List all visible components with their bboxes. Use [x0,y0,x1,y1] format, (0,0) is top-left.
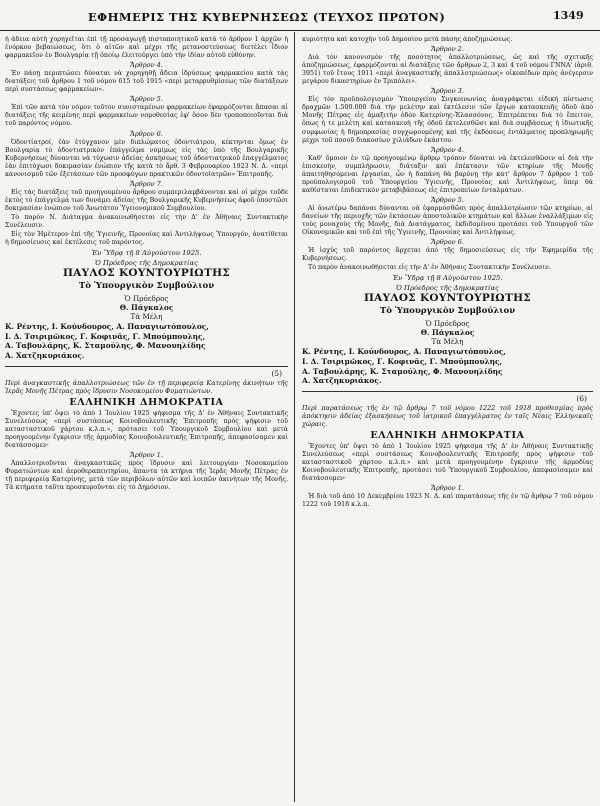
members-label: Τὰ Μέλη [130,312,163,322]
document-number: (6) [576,393,587,403]
left-column [5,36,288,798]
member-line: Α. Ταβουλάρης, Κ. Σταμούλης, Φ. Μανουηλίδης [302,366,503,376]
section-divider [302,391,593,392]
republic-heading: ΕΛΛΗΝΙΚΗ ΔΗΜΟΚΡΑΤΙΑ [370,429,525,441]
article-heading: Ἄρθρον 1. [431,484,464,493]
page-header [0,0,600,31]
members-list [5,322,288,360]
paragraph: Διὰ τὸν κανονισμὸν τῆς ποσότητος ἀπαλλοτριώσεως, ὡς καὶ τῆς σχετικῆς ἀποζημιώσεως, ἐφαρμόζονται αἱ διατάξεις τῶν ἄρθρων 2, 3 καὶ 4 τοῦ νόμου ΓΝΝΑ' (ἀριθ. 3951) τοῦ ἔτους 1911 «περὶ ἀναγκαστικῆς ἀπαλλοτριώσεως» οἰκοπέδων πρὸς ἀνέγερσιν μεγάρου δικαστηρίων ἐν Τριπόλει». [302,54,593,86]
president-title: Ὁ Πρόεδρος τῆς Δημοκρατίας [95,259,198,268]
document-number: (5) [271,368,282,378]
article-heading: Ἄρθρον 2. [431,45,464,54]
president-name: ΠΑΥΛΟΣ ΚΟΥΝΤΟΥΡΙΩΤΗΣ [363,292,532,305]
paragraph: Εἰς τὰς διατάξεις τοῦ προηγουμένου ἄρθρου συμπεριλαμβάνονται καὶ οἱ μέχρι τοῦδε ἐκτὸς τὸ ἐπάγγελμά των δυνάμει ἀδείας τῆς Βουλγαρικῆς Κυβερνήσεως ἀφοῦ ὑποστῶσι δοκιμασίαν ἐνώπιον τοῦ Ἀνωτάτου Ὑγειονομικοῦ Συμβουλίου. [5,188,288,212]
article-heading: Ἄρθρον 4. [130,61,163,70]
gazette-title: ΕΦΗΜΕΡΙΣ ΤΗΣ ΚΥΒΕΡΝΗΣΕΩΣ (ΤΕΥΧΟΣ ΠΡΩΤΟΝ) [88,10,446,24]
paragraph: Ἔχοντες ὑπ' ὄψει τὸ ἀπὸ 1 Ἰουλίου 1925 ψήφισμα τῆς Δ' ἐν Ἀθήναις Συντακτικῆς Συνελεύσεως «περὶ συστάσεως Κοινοβουλευτικῆς Ἐπιτροπῆς πρὸς ψήφισιν τοῦ κατασταστικοῦ χάρτου κ.λ.π.» καὶ μετὰ προηγουμένην ἔγκρισιν τῆς ἁρμοδίας Κοινοβουλευτικῆς Ἐπιτροπῆς, προτάσει τοῦ Ὑπουργικοῦ Συμβουλίου, ἀπεφασίσαμεν καὶ διατάσσομεν· [302,442,593,483]
article-heading: Ἄρθρον 6. [431,238,464,247]
chair-label: Ὁ Πρόεδρος [124,294,169,304]
paragraph: Εἰς τὸν Ἡμέτερον ἐπὶ τῆς Ὑγιεινῆς, Προνοίας καὶ Ἀντιλήψεως Ὑπουργόν, ἀνατίθεται ἡ δημοσίευσις καὶ ἐκτέλεσις τοῦ παρόντος. [5,231,288,247]
member-line: Α. Χατζηκυριάκος. [5,351,85,361]
member-line: Α. Χατζηκυριάκος. [302,376,382,386]
council-heading: Τὸ Ὑπουργικὸν Συμβούλιον [78,281,215,292]
paragraph: Τὸ παρὸν Ν. Διάταγμα ἀνακοινωθήσεται εἰς τὴν Δ' ἐν Ἀθήναις Συντακτικὴν Συνέλευσιν. [5,213,288,230]
member-line: Κ. Ρέντης, Ι. Κούνδουρος, Α. Παναγιωτόπουλος, [302,347,506,357]
member-line: Ι. Δ. Τσιριμῶκος, Γ. Κοφινᾶς, Γ. Μπούμπουλης, [302,357,503,366]
paragraph: Ἡ διὰ τοῦ ἀπὸ 10 Δεκεμβρίου 1923 Ν. Δ. καὶ παρατάσεως τῆς ἐν τῷ ἄρθρῳ 7 τοῦ νόμου 1222 τοῦ 1918 κ.λ.π. [302,493,593,509]
paragraph: Ἐπὶ τῶν κατὰ τὸν νόμον τοῦτον συνισταμένων φαρμακείων ἐφαρμόζονται ἅπασαι αἱ διατάξεις τῆς κειμένης περὶ φαρμακείων νομοθεσίας ἐφ' ὅσον δὲν τροποποιοῦνται διὰ τοῦ παρόντος νόμου. [5,104,288,128]
article-heading: Ἄρθρον 1. [130,450,163,459]
article-heading: Ἄρθρον 6. [130,129,163,138]
article-heading: Ἄρθρον 3. [431,87,464,96]
right-column [302,36,593,798]
decree-subject: Περὶ παρατάσεως τῆς ἐν τῷ ἄρθρῳ 7 τοῦ νόμου 1222 τοῦ 1918 προθεσμίας πρὸς ἀπόκτησιν ἀδείας ἐξασκήσεως τοῦ ἰατρικοῦ ἐπαγγέλματος ἐν ταῖς Νέαις Ἑλληνικαῖς χώραις. [302,403,593,428]
chair-label: Ὁ Πρόεδρος [425,319,470,329]
paragraph: Καθ' ὅμοιον ἐν τῷ προηγουμένῳ ἄρθρῳ τρόπον δύναται νὰ ἐκτελεσθῶσιν αἱ διὰ τὴν ἐπισκευὴν, συμπλήρωσιν, διάταξιν καὶ ἐπέκτασιν τῶν κτηρίων τῆς Μονῆς ἀπαιτηθησόμεναι ἐργασίαι, ὧν ἡ δαπάνη θὰ βαρύνῃ τὴν κατ' ἄρθρον 7 ἄρθρον 1 τοῦ προϋπολογισμοῦ τοῦ Ὑπουργείου Ὑγιεινῆς, Προνοίας καὶ Ἀντιλήψεως, ὅπερ θὰ καθίσταται ἐπιδεκτικὸν μεταβιβάσεως εἰς ἐπιτροπείων ἐνταλμάτων. [302,154,593,194]
section-divider [5,366,288,367]
paragraph: Ἀπαλλοτριοῦνται ἀναγκαστικῶς πρὸς ἵδρυσιν καὶ λειτουργίαν Νοσοκομείου Φυματιώντων καὶ ἀεροθεραπευτηρίου, ἅπαντα τὰ κτήρια τῆς Ἱερᾶς Μονῆς Πέτρας ἐν τῇ περιφερείᾳ Κατερίνης, μετὰ τῶν περιβόλων αὐτῶν καὶ λοιπῶν ἀκινήτων τῆς Μονῆς. Τὰ κτήματα ταῦτα προσκυροῦνται εἰς τὸ Δημόσιον. [5,459,288,492]
decree-subject: Περὶ ἀναγκαστικῆς ἀπαλλοτριώσεως τῶν ἐν τῇ περιφερείᾳ Κατερίνης ἀκινήτων τῆς Ἱερᾶς Μονῆς Πέτρας πρὸς ἵδρυσιν Νοσοκομείου Φυματιώντων. [5,378,288,395]
article-heading: Ἄρθρον 5. [431,195,464,204]
paragraph: Ἡ ἰσχὺς τοῦ παρόντος ἄρχεται ἀπὸ τῆς δημοσιεύσεως εἰς τὴν Ἐφημερίδα τῆς Κυβερνήσεως. [302,247,593,263]
chair-name: Θ. Πάγκαλος [119,303,174,313]
member-line: Α. Ταβουλάρης, Κ. Σταμούλης, Φ. Μανουηλίδης [5,341,206,351]
member-line: Ι. Δ. Τσιριμῶκος, Γ. Κοφινᾶς, Γ. Μπούμπουλης, [5,331,206,341]
members-label: Τὰ Μέλη [431,337,464,347]
article-heading: Ἄρθρον 5. [130,95,163,104]
paragraph: Ἐν πάσῃ περιπτώσει δύναται νὰ χορηγηθῇ ἄδεια ἱδρύσεως φαρμακείου κατὰ τὰς διατάξεις τοῦ ἄρθρου 1 τοῦ νόμου 615 τοῦ 1915 «περὶ μεταρρυθμίσεως τῶν διατάξεων περὶ συστάσεως φαρμακείων». [5,70,288,94]
decree-date: Ἐν Ὕδρᾳ τῇ 8 Αὐγούστου 1925. [392,274,503,283]
page-number: 1349 [553,9,584,22]
paragraph: Αἱ ἀνωτέρω δαπάναι δύνανται νὰ ἐφαρμοσθῶσι πρὸς ἀπαλλοτρίωσιν τῶν κτηρίων, αἱ δανείων τῆς περιοχῆς τῶν ἐκτάσεων ἀποστολικῶν κτημάτων καὶ ἄλλων ἐναλλάξιμων εἰς τοὺς μοναχοὺς τῆς Μονῆς, διὰ Διατάγματος, ἐκδιδομένου προτάσει τοῦ Ὑπουργοῦ τῶν Οἰκονομικῶν καὶ τοῦ ἐπὶ τῆς Ὑγιεινῆς, Προνοίας καὶ Ἀντιλήψεως. [302,204,593,237]
article-heading: Ἄρθρον 7. [130,179,163,188]
column-divider [294,32,295,802]
article-heading: Ἄρθρον 4. [431,145,464,154]
paragraph: Τὸ παρὸν ἀνακοινωθήσεται εἰς τὴν Δ' ἐν Ἀθήναις Συντακτικὴν Συνέλευσιν. [308,264,551,272]
paragraph: Εἰς τὸν προϋπολογισμὸν Ὑπουργείου Συγκοινωνίας ἀναγράφεται εἰδικὴ πίστωσις δραχμῶν 1.500.000 διὰ τὴν μελέτην καὶ ἐκτέλεσιν τῶν ἔργων κατασκευῆς ὁδοῦ ἀπὸ Μονῆς Πέτρας εἰς ἁμαξιτὴν ὁδὸν Κατερίνης-Ἐλασσόνος. Ἐπιτρέπεται διὰ τὸ ἔπειτον, ὅπως ἡ τε μελέτη καὶ κατασκευὴ τῆς ὁδοῦ ἐκτελεσθῶσι καὶ διὰ συμβάσεως ἡ ἰδιωτικῆς συμφωνίας ἡ δημοπρασίας συγχωρουμένης καὶ τῆς ἐκδόσεως ἐντάλματος προπληρωμῆς μέχρι τοῦ ποσοῦ διακοσίων χιλιάδων ἑκάστου. [302,96,593,144]
republic-heading: ΕΛΛΗΝΙΚΗ ΔΗΜΟΚΡΑΤΙΑ [69,396,224,408]
chair-name: Θ. Πάγκαλος [420,328,475,338]
paragraph: Ὀδοντίατροί, ἐὰν ἐτύγχανον μὲν διπλώματος ὀδοντιάτρου, κέκτηνται ὅμως ἐν Βουλγαρίᾳ τὸ ὀδοντιατρικὸν ἐπάγγελμα νομίμως εἰς τὰς ὑπὸ τῆς Βουλγαρικῆς Κυβερνήσεως δύνανται νὰ τύχωσιν ἀδείας ἀσκήσεως τοῦ ὀδοντιατρικοῦ ἐπαγγέλματος ἐὰν ἐπιτύχωσι δοκιμασίαν ἐνώπιον τῆς κατὰ τὸ ἄρθ. 3 Φεβρουαρίου 1923 Ν. Δ. «περὶ κανονισμοῦ τῶν ἐξετάσεων τῶν προσφύγων πρακτικῶν ὀδοντοϊατρῶν» Ἐπιτροπῆς. [5,138,288,178]
paragraph: κυριότητα καὶ κατοχὴν τοῦ Δημοσίου μετὰ πάσης ἀποζημιώσεως. [302,36,513,43]
council-heading: Τὸ Ὑπουργικὸν Συμβούλιον [379,306,516,317]
decree-date: Ἐν Ὕδρᾳ τῇ 8 Αὐγούστου 1925. [91,249,202,258]
paragraph: ή άδεια αὐτὴ χορηγεῖται ἐπὶ τῇ προσαγωγῇ πιστοποιητικοῦ κατὰ τὸ ἄρθρον 1 ἀρχῶν ἡ ἐνόρκου βεβαιώσεως, ὅτι ὁ αἰτῶν καὶ μέχρι τῆς μετανοστεύσεως διετέλει ἴδιον φαρμακεῖον ἐν Βουλγαρίᾳ τῇ ὁποίῳ ἐλειτούργει ὑπὸ τὴν ἰδίαν αὐτοῦ εὐθύνην. [5,36,288,60]
member-line: Κ. Ρέντης, Ι. Κούνδουρος, Α. Παναγιωτόπουλος, [5,322,209,332]
paragraph: Ἔχοντες ὑπ' ὄψει τὸ ἀπὸ 1 Ἰουλίου 1925 ψήφισμα τῆς Δ' ἐν Ἀθήναις Συντακτικῆς Συνελεύσεως «περὶ συστάσεως Κοινοβουλευτικῆς Ἐπιτροπῆς πρὸς ψήφισιν τοῦ κατασταστικοῦ χάρτου κ.λ.π.», πρότασει τοῦ Ὑπουργικοῦ Συμβουλίου καὶ μετὰ προηγουμένην ἔγκρισιν τῆς ἁρμοδίας Κοινοβουλευτικῆς Ἐπιτροπῆς, ἀπεφασίσαμεν καὶ διατάσσομεν· [5,409,288,449]
members-list [302,347,593,385]
president-title: Ὁ Πρόεδρος τῆς Δημοκρατίας [396,284,499,293]
president-name: ΠΑΥΛΟΣ ΚΟΥΝΤΟΥΡΙΩΤΗΣ [62,267,231,280]
